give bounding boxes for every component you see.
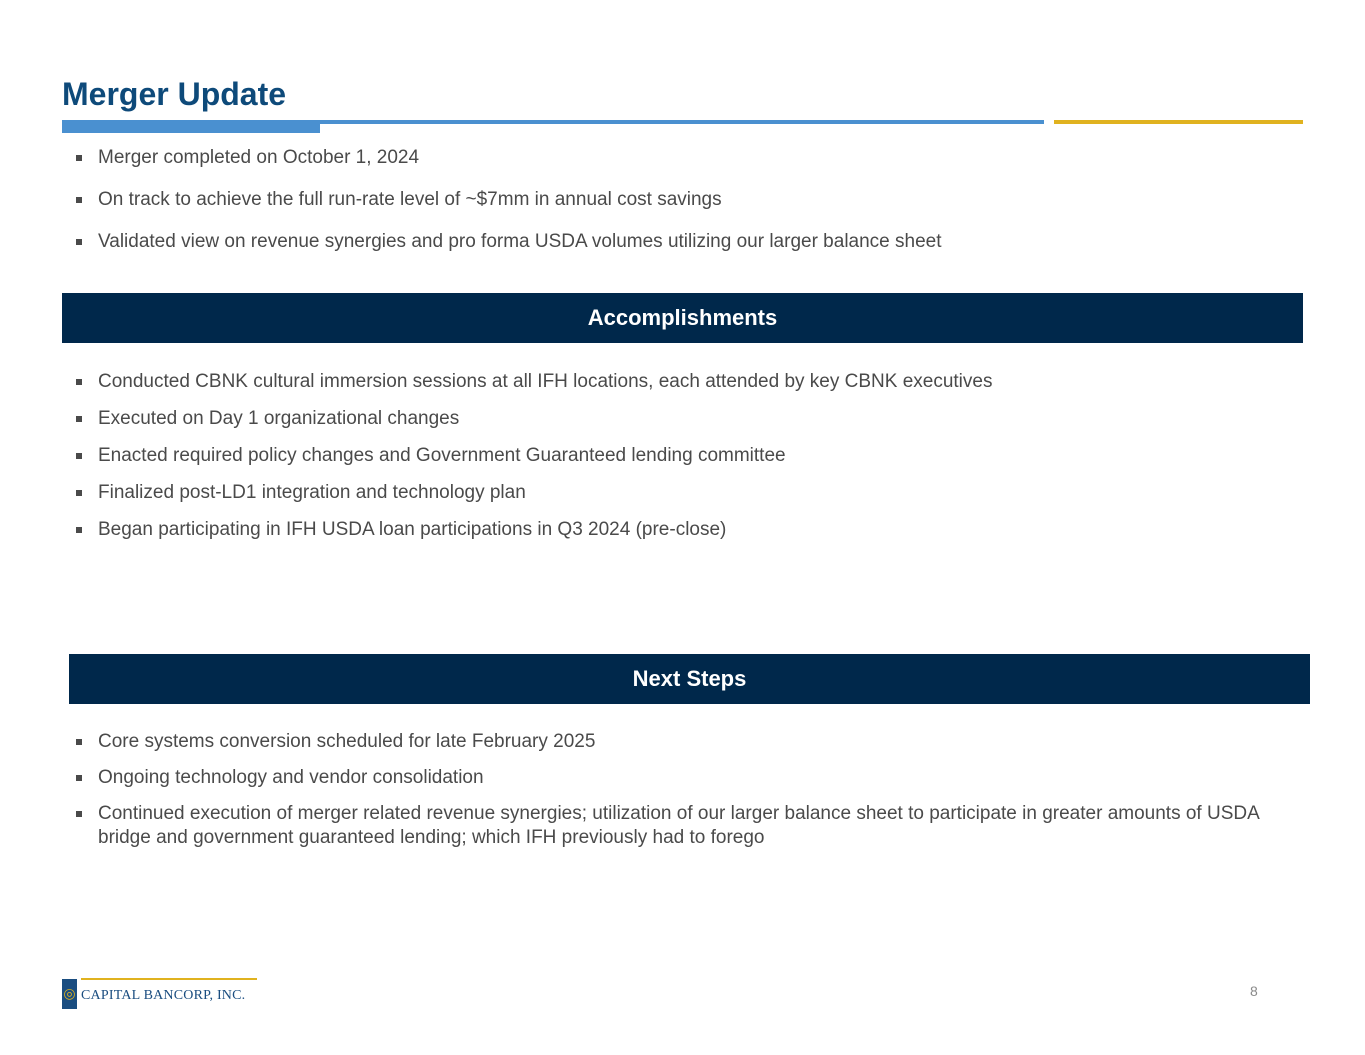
list-item	[62, 370, 1302, 394]
bullet-text: Conducted CBNK cultural immersion sessions at all IFH locations, each attended by key CBNK executives	[98, 371, 993, 392]
list-item	[62, 407, 1302, 431]
title-underline	[320, 120, 1044, 124]
bullet-text: Executed on Day 1 organizational changes	[98, 408, 460, 429]
bullet-text: Ongoing technology and vendor consolidation	[98, 767, 484, 788]
page-title: Merger Update	[62, 76, 287, 112]
bullet-square-icon	[76, 811, 82, 817]
logo-mark-icon: ◎	[62, 979, 77, 1009]
bullet-square-icon	[76, 416, 82, 422]
list-item	[62, 518, 1302, 542]
next-steps-heading: Next Steps	[632, 666, 747, 691]
next-steps-bullet-list	[62, 730, 1302, 862]
bullet-square-icon	[76, 197, 82, 203]
bullet-text: Core systems conversion scheduled for late February 2025	[98, 731, 596, 752]
bullet-text: On track to achieve the full run-rate level of ~$7mm in annual cost savings	[98, 189, 722, 210]
bullet-text: Continued execution of merger related revenue synergies; utilization of our larger balance sheet to participate in greater amounts of USDA bridge and government guaranteed lending; which IFH previously had to forego	[98, 803, 1259, 848]
accomplishments-header	[62, 293, 1303, 343]
list-item	[62, 230, 1302, 254]
list-item	[62, 766, 1302, 790]
bullet-text: Merger completed on October 1, 2024	[98, 147, 420, 168]
bullet-square-icon	[76, 155, 82, 161]
bullet-square-icon	[76, 239, 82, 245]
logo-rule	[81, 978, 257, 980]
logo-text: CAPITAL BANCORP, INC.	[81, 988, 246, 1003]
next-steps-header	[69, 654, 1310, 704]
title-underline-accent	[62, 120, 320, 133]
page-number: 8	[1250, 983, 1258, 999]
list-item	[62, 188, 1302, 212]
bullet-square-icon	[76, 739, 82, 745]
intro-bullet-list	[62, 146, 1302, 272]
bullet-square-icon	[76, 775, 82, 781]
bullet-square-icon	[76, 527, 82, 533]
list-item	[62, 730, 1302, 754]
list-item	[62, 146, 1302, 170]
bullet-text: Validated view on revenue synergies and pro forma USDA volumes utilizing our larger balance sheet	[98, 231, 942, 252]
bullet-square-icon	[76, 453, 82, 459]
company-logo	[62, 979, 245, 1009]
bullet-square-icon	[76, 490, 82, 496]
bullet-text: Enacted required policy changes and Government Guaranteed lending committee	[98, 445, 786, 466]
title-underline-gold	[1054, 120, 1303, 124]
accomplishments-heading: Accomplishments	[587, 305, 778, 330]
list-item	[62, 481, 1302, 505]
bullet-text: Finalized post-LD1 integration and technology plan	[98, 482, 526, 503]
list-item	[62, 802, 1302, 850]
bullet-square-icon	[76, 379, 82, 385]
accomplishments-bullet-list	[62, 370, 1302, 555]
bullet-text: Began participating in IFH USDA loan participations in Q3 2024 (pre-close)	[98, 519, 727, 540]
list-item	[62, 444, 1302, 468]
